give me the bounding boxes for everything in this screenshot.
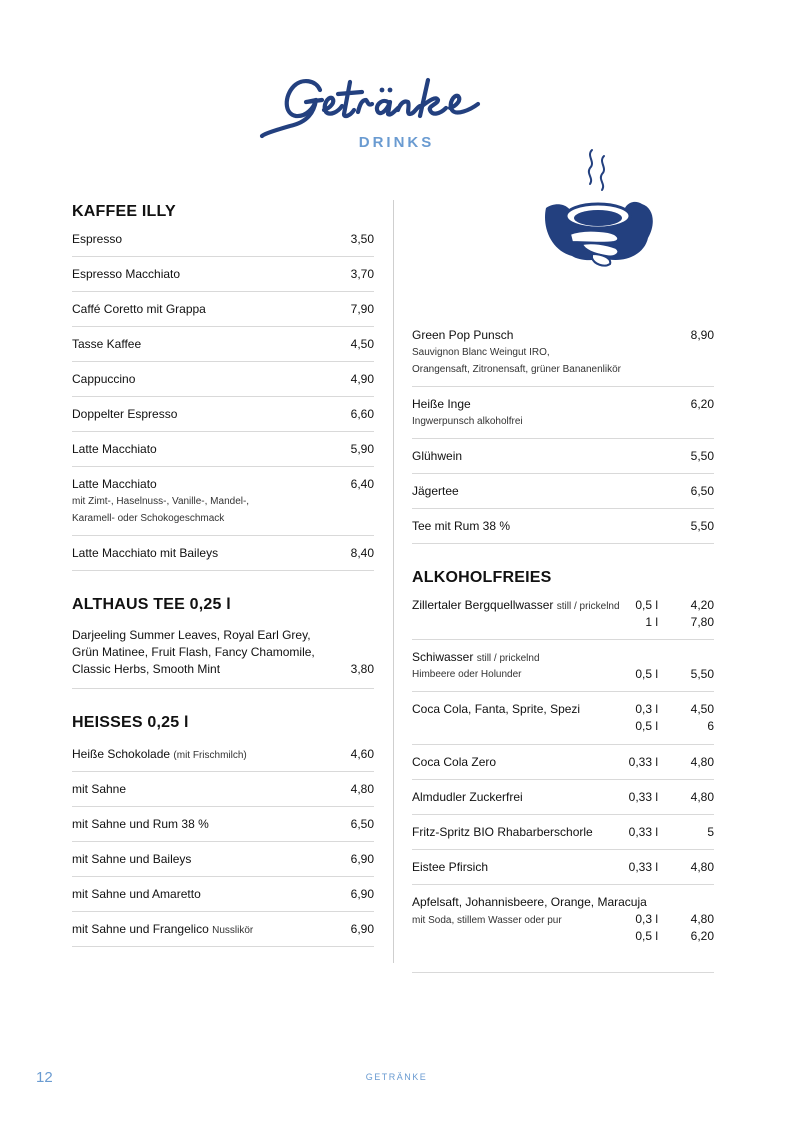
item-name bbox=[72, 782, 126, 796]
item-name-text: mit Sahne und Amaretto bbox=[72, 887, 201, 901]
item-name-text: mit Sahne und Frangelico bbox=[72, 922, 209, 936]
item-price: 6,60 bbox=[350, 407, 374, 421]
schiwasser-price: 5,50 bbox=[690, 667, 714, 681]
item-price: 5,50 bbox=[690, 449, 714, 463]
item-price: 8,90 bbox=[690, 328, 714, 342]
tee-line-2: Grün Matinee, Fruit Flash, Fancy Chamomile, bbox=[72, 645, 315, 659]
item-price: 4,90 bbox=[350, 372, 374, 386]
right-column bbox=[412, 318, 714, 973]
item-name: Heiße Inge bbox=[412, 397, 471, 411]
item-note: Nusslikör bbox=[212, 925, 254, 936]
item-price: 4,80 bbox=[690, 860, 714, 874]
item-name: Fritz-Spritz BIO Rhabarberschorle bbox=[412, 825, 593, 839]
item-note: (mit Frischmilch) bbox=[173, 750, 247, 761]
menu-item-row bbox=[72, 772, 374, 807]
menu-item-row bbox=[72, 362, 374, 397]
menu-item-row bbox=[412, 474, 714, 509]
menu-item-row bbox=[412, 439, 714, 474]
coca-row bbox=[412, 692, 714, 745]
alkoholfrei-section-title: ALKOHOLFREIES bbox=[412, 569, 552, 586]
menu-item-row bbox=[412, 850, 714, 885]
item-name: Eistee Pfirsich bbox=[412, 860, 489, 874]
item-price: 4,50 bbox=[350, 337, 374, 351]
item-price: 6,40 bbox=[350, 477, 374, 491]
tee-line-3: Classic Herbs, Smooth Mint bbox=[72, 662, 221, 676]
item-price: 7,90 bbox=[350, 302, 374, 316]
menu-item-row bbox=[72, 536, 374, 571]
drinks-subtitle: DRINKS bbox=[358, 134, 435, 151]
kaffee-section-title: KAFFEE ILLY bbox=[72, 203, 176, 220]
menu-item-row bbox=[72, 467, 374, 536]
menu-item-row bbox=[72, 432, 374, 467]
item-price: 6,90 bbox=[350, 852, 374, 866]
item-name: Jägertee bbox=[412, 484, 459, 498]
apfelsaft-sub: mit Soda, stillem Wasser oder pur bbox=[412, 915, 562, 926]
item-name: Cappuccino bbox=[72, 372, 136, 386]
schiwasser-row bbox=[412, 640, 714, 692]
menu-item-row bbox=[72, 257, 374, 292]
punsch-list bbox=[412, 318, 714, 544]
item-qty: 0,33 l bbox=[628, 825, 658, 839]
coca-qty-2: 0,5 l bbox=[635, 719, 658, 733]
item-sub-1: Sauvignon Blanc Weingut IRO, bbox=[412, 347, 550, 358]
item-sub-2: Orangensaft, Zitronensaft, grüner Bananenlikör bbox=[412, 364, 622, 375]
coca-price-1: 4,50 bbox=[690, 702, 714, 716]
menu-item-row bbox=[72, 292, 374, 327]
item-name: Doppelter Espresso bbox=[72, 407, 178, 421]
zillertaler-name: Zillertaler Bergquellwasser still / prickelnd bbox=[412, 598, 620, 612]
item-name-text: mit Sahne und Rum 38 % bbox=[72, 817, 209, 831]
menu-item-row bbox=[72, 222, 374, 257]
menu-item-row bbox=[412, 780, 714, 815]
item-price: 6,20 bbox=[690, 397, 714, 411]
tee-line-1: Darjeeling Summer Leaves, Royal Earl Grey, bbox=[72, 628, 311, 642]
item-name: Glühwein bbox=[412, 449, 463, 463]
column-divider bbox=[393, 200, 394, 963]
item-name: Almdudler Zuckerfrei bbox=[412, 790, 523, 804]
menu-item-row bbox=[412, 745, 714, 780]
item-name-text: mit Sahne und Baileys bbox=[72, 852, 192, 866]
item-price: 5,50 bbox=[690, 519, 714, 533]
item-name: Latte Macchiato bbox=[72, 442, 157, 456]
item-price: 4,80 bbox=[690, 790, 714, 804]
coca-price-2: 6 bbox=[707, 719, 714, 733]
schiwasser-qty: 0,5 l bbox=[635, 667, 658, 681]
item-name: Green Pop Punsch bbox=[412, 328, 514, 342]
svg-text:Getränke: Getränke bbox=[250, 62, 255, 63]
menu-item-row bbox=[72, 397, 374, 432]
item-qty: 0,33 l bbox=[628, 755, 658, 769]
coca-name: Coca Cola, Fanta, Sprite, Spezi bbox=[412, 702, 581, 716]
apfelsaft-qty-1: 0,3 l bbox=[635, 912, 658, 926]
schiwasser-sub: Himbeere oder Holunder bbox=[412, 669, 522, 680]
item-name: Tee mit Rum 38 % bbox=[412, 519, 511, 533]
left-column bbox=[72, 198, 374, 947]
menu-item-row bbox=[72, 327, 374, 362]
apfelsaft-price-1: 4,80 bbox=[690, 912, 714, 926]
item-name bbox=[72, 747, 247, 761]
apfelsaft-price-2: 6,20 bbox=[690, 929, 714, 943]
zillertaler-qty-1: 0,5 l bbox=[635, 598, 658, 612]
item-price: 6,90 bbox=[350, 887, 374, 901]
footer-section-title: GETRÄNKE bbox=[365, 1072, 428, 1082]
item-price: 4,80 bbox=[690, 755, 714, 769]
item-name-text: Heiße Schokolade bbox=[72, 747, 171, 761]
page-number: 12 bbox=[36, 1069, 53, 1086]
item-name: Latte Macchiato mit Baileys bbox=[72, 546, 219, 560]
schiwasser-name: Schiwasser still / prickelnd bbox=[412, 650, 540, 664]
item-price: 5 bbox=[707, 825, 714, 839]
item-price: 4,80 bbox=[350, 782, 374, 796]
zillertaler-price-1: 4,20 bbox=[690, 598, 714, 612]
heisses-list bbox=[72, 737, 374, 947]
menu-item-row bbox=[72, 912, 374, 947]
alkoholfrei-simple-list bbox=[412, 745, 714, 885]
menu-item-row bbox=[412, 318, 714, 387]
item-name: Coca Cola Zero bbox=[412, 755, 497, 769]
item-name bbox=[72, 852, 191, 866]
item-price: 6,50 bbox=[690, 484, 714, 498]
item-name: Espresso bbox=[72, 232, 123, 246]
item-name-text: mit Sahne bbox=[72, 782, 127, 796]
zillertaler-row bbox=[412, 592, 714, 640]
apfelsaft-qty-2: 0,5 l bbox=[635, 929, 658, 943]
menu-item-row bbox=[72, 807, 374, 842]
item-qty: 0,33 l bbox=[628, 860, 658, 874]
item-name bbox=[72, 887, 201, 901]
apfelsaft-row bbox=[412, 885, 714, 973]
item-price: 5,90 bbox=[350, 442, 374, 456]
menu-item-row bbox=[72, 737, 374, 772]
item-name: Espresso Macchiato bbox=[72, 267, 181, 281]
item-name bbox=[72, 922, 253, 936]
item-sub-2: Karamell- oder Schokogeschmack bbox=[72, 513, 225, 524]
getraenke-script-logo bbox=[250, 62, 540, 142]
menu-item-row bbox=[412, 509, 714, 544]
heisses-section-title: HEISSES 0,25 l bbox=[72, 714, 189, 731]
item-price: 6,50 bbox=[350, 817, 374, 831]
menu-item-row bbox=[412, 815, 714, 850]
item-name: Caffé Coretto mit Grappa bbox=[72, 302, 206, 316]
tee-price: 3,80 bbox=[350, 662, 374, 676]
item-price: 6,90 bbox=[350, 922, 374, 936]
zillertaler-qty-2: 1 l bbox=[645, 615, 658, 629]
coca-qty-1: 0,3 l bbox=[635, 702, 658, 716]
item-price: 8,40 bbox=[350, 546, 374, 560]
menu-item-row bbox=[72, 842, 374, 877]
item-price: 3,50 bbox=[350, 232, 374, 246]
menu-item-row bbox=[412, 387, 714, 439]
item-sub-1: Ingwerpunsch alkoholfrei bbox=[412, 416, 523, 427]
item-qty: 0,33 l bbox=[628, 790, 658, 804]
menu-item-row bbox=[72, 877, 374, 912]
tee-row bbox=[72, 619, 374, 689]
zillertaler-price-2: 7,80 bbox=[690, 615, 714, 629]
item-sub-1: mit Zimt-, Haselnuss-, Vanille-, Mandel-, bbox=[72, 496, 250, 507]
apfelsaft-name: Apfelsaft, Johannisbeere, Orange, Maracuja bbox=[412, 895, 647, 909]
item-name: Latte Macchiato bbox=[72, 477, 157, 491]
item-price: 3,70 bbox=[350, 267, 374, 281]
item-name: Tasse Kaffee bbox=[72, 337, 142, 351]
kaffee-list bbox=[72, 222, 374, 571]
coffee-cup-illustration bbox=[532, 146, 658, 272]
tee-section-title: ALTHAUS TEE 0,25 l bbox=[72, 596, 231, 613]
item-price: 4,60 bbox=[350, 747, 374, 761]
item-name bbox=[72, 817, 209, 831]
